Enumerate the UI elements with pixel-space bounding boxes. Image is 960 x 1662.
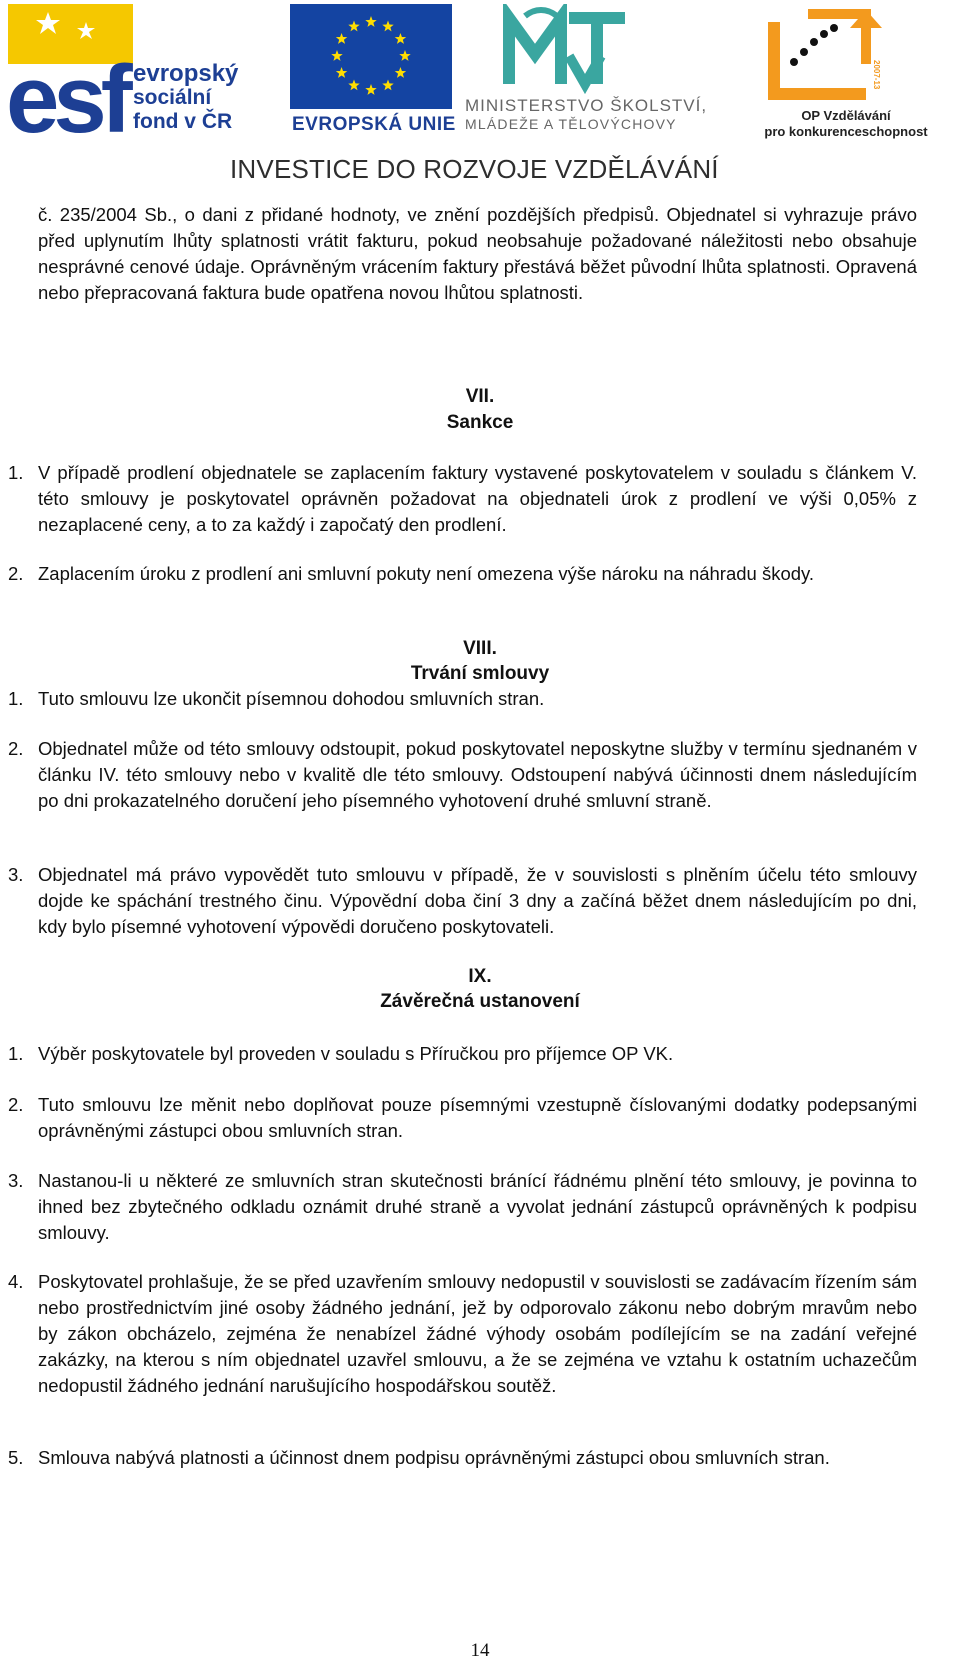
item-number: 2. bbox=[8, 1094, 24, 1115]
item-number: 2. bbox=[8, 563, 24, 584]
item-number: 3. bbox=[8, 864, 24, 885]
section-ix-item-4 bbox=[8, 1269, 917, 1399]
opvk-logo bbox=[746, 4, 946, 140]
esf-line-1: evropský bbox=[133, 60, 239, 87]
esf-text bbox=[133, 62, 238, 134]
opvk-line-1: OP Vzdělávání bbox=[801, 108, 891, 123]
item-text: Výběr poskytovatele byl proveden v souladu s Příručkou pro příjemce OP VK. bbox=[38, 1043, 674, 1064]
eu-star-icon bbox=[365, 84, 376, 95]
eu-star-icon bbox=[348, 79, 359, 90]
esf-line-2: sociální bbox=[133, 86, 212, 109]
item-text: Smlouva nabývá platnosti a účinnost dnem podpisu oprávněnými zástupci obou smluvních stran. bbox=[38, 1447, 830, 1468]
section-vii-number: VII. bbox=[465, 386, 495, 407]
item-number: 1. bbox=[8, 1043, 24, 1064]
section-vii-title: Sankce bbox=[446, 412, 514, 433]
item-text: Poskytovatel prohlašuje, že se před uzavřením smlouvy nedopustil v souvislosti se zadávacím řízením sám nebo prostřednictvím jiné osoby žádného jednání, jež by odporovalo zákonu nebo dobrým mravům nebo by zákon obcházelo, zejména že nenabízel žádné výhody osobám podílejícím se na zadání veřejné zakázky, na kterou s ním objednatel uzavřel smlouvu, a že se zejména ve vztahu k ostatním uchazečům nedopustil žádného jednání narušujícího hospodářskou soutěž. bbox=[38, 1271, 917, 1396]
eu-star-icon bbox=[395, 67, 406, 78]
section-viii-item-3 bbox=[8, 862, 917, 940]
item-number: 2. bbox=[8, 738, 24, 759]
msmt-line-1: MINISTERSTVO ŠKOLSTVÍ, bbox=[465, 96, 708, 115]
eu-logo bbox=[290, 4, 455, 140]
intro-paragraph: č. 235/2004 Sb., o dani z přidané hodnoty, ve znění pozdějších předpisů. Objednatel si vyhrazuje právo před uplynutím lhůty splatnosti vrátit fakturu, pokud neobsahuje požadované náležitosti nebo obsahuje nesprávné cenové údaje. Oprávněným vrácením faktury přestává běžet původní lhůta splatnosti. Opravená nebo přepracovaná faktura bude opatřena novou lhůtou splatnosti. bbox=[38, 204, 917, 303]
section-viii-number: VIII. bbox=[463, 638, 497, 659]
section-ix-item-3 bbox=[8, 1168, 917, 1246]
section-ix-number: IX. bbox=[468, 966, 492, 987]
item-text: Objednatel může od této smlouvy odstoupit, pokud poskytovatel neposkytne služby v termínu sjednaném v článku IV. této smlouvy nebo v kvalitě dle této smlouvy. Odstoupení nabývá účinnosti dnem následujícím po dni prokazatelného doručení jeho písemného vyhotovení druhé smluvní straně. bbox=[38, 738, 917, 811]
section-vii-item-2 bbox=[8, 561, 917, 587]
esf-logo bbox=[8, 4, 278, 140]
eu-star-icon bbox=[336, 67, 347, 78]
investice-slogan: INVESTICE DO ROZVOJE VZDĚLÁVÁNÍ bbox=[230, 154, 719, 184]
section-vii-item-1 bbox=[8, 460, 917, 538]
item-text: Tuto smlouvu lze ukončit písemnou dohodou smluvních stran. bbox=[38, 688, 545, 709]
eu-flag-icon bbox=[290, 4, 452, 109]
eu-star-icon bbox=[382, 21, 393, 32]
opvk-year: 2007-13 bbox=[872, 60, 881, 90]
item-text: Tuto smlouvu lze měnit nebo doplňovat pouze písemnými vzestupně číslovanými dodatky podepsanými oprávněnými zástupci obou smluvních stran. bbox=[38, 1094, 917, 1141]
section-ix-item-5 bbox=[8, 1445, 917, 1471]
esf-line-3: fond v ČR bbox=[133, 110, 233, 133]
eu-star-icon bbox=[382, 79, 393, 90]
eu-star-icon bbox=[336, 33, 347, 44]
logo-header bbox=[0, 0, 960, 190]
item-text: Nastanou-li u některé ze smluvních stran skutečnosti bránící řádnému plnění této smlouvy, je povinna to ihned bez zbytečného odkladu oznámit druhé straně a vyvolat jednání zástupců oprávněných k podpisu smlouvy. bbox=[38, 1170, 917, 1243]
msmt-logo bbox=[465, 4, 745, 140]
section-ix-item-2 bbox=[8, 1092, 917, 1144]
section-ix-title: Závěrečná ustanovení bbox=[380, 991, 580, 1012]
item-text: V případě prodlení objednatele se zaplacením faktury vystavené poskytovatelem v souladu s článkem V. této smlouvy je poskytovatel oprávněn požadovat na objednateli úrok z prodlení ve výši 0,05% z nezaplacené ceny, a to za každý i započatý den prodlení. bbox=[38, 462, 917, 535]
item-number: 5. bbox=[8, 1447, 24, 1468]
opvk-line-2: pro konkurenceschopnost bbox=[764, 124, 928, 139]
opvk-label bbox=[746, 108, 946, 140]
msmt-label bbox=[465, 96, 707, 134]
item-number: 1. bbox=[8, 462, 24, 483]
eu-label: EVROPSKÁ UNIE bbox=[292, 114, 456, 135]
msmt-line-2: MLÁDEŽE A TĚLOVÝCHOVY bbox=[465, 116, 677, 132]
section-ix-item-1 bbox=[8, 1041, 917, 1067]
item-text: Zaplacením úroku z prodlení ani smluvní pokuty není omezena výše nároku na náhradu škody. bbox=[38, 563, 815, 584]
item-number: 1. bbox=[8, 688, 24, 709]
esf-wordmark-icon bbox=[8, 4, 133, 140]
section-viii-item-1 bbox=[8, 686, 917, 712]
opvk-emblem-icon bbox=[746, 4, 946, 104]
msmt-wordmark-icon bbox=[465, 4, 665, 96]
section-viii-item-2 bbox=[8, 736, 917, 814]
item-number: 4. bbox=[8, 1271, 24, 1292]
eu-star-icon bbox=[348, 21, 359, 32]
eu-star-icon bbox=[365, 16, 376, 27]
item-text: Objednatel má právo vypovědět tuto smlouvu v případě, že v souvislosti s plněním účelu této smlouvy dojde ke spáchání trestného činu. Výpovědní doba činí 3 dny a začíná běžet dnem následujícím po dni, kdy bylo písemné vyhotovení výpovědi doručeno poskytovateli. bbox=[38, 864, 917, 937]
svg-text:esf: esf bbox=[8, 46, 127, 140]
page-number: 14 bbox=[470, 1640, 490, 1661]
eu-star-icon bbox=[395, 33, 406, 44]
section-viii-title: Trvání smlouvy bbox=[410, 663, 550, 684]
eu-star-icon bbox=[331, 50, 342, 61]
item-number: 3. bbox=[8, 1170, 24, 1191]
eu-star-icon bbox=[399, 50, 410, 61]
